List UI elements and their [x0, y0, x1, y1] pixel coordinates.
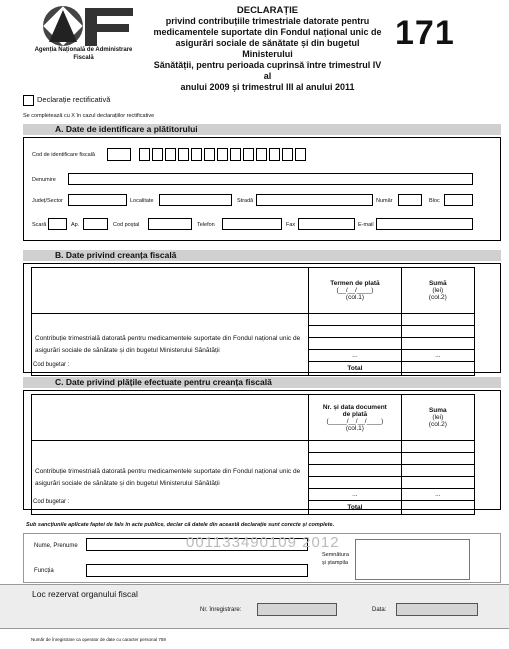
col1-header-line: (col.1)	[345, 424, 364, 432]
description-cell	[32, 441, 309, 515]
fiscal-office-title: Loc rezervat organului fiscal	[32, 589, 138, 599]
cif-digit-box[interactable]	[256, 148, 267, 161]
signature-box[interactable]	[355, 539, 470, 580]
dots-cell: ...	[401, 489, 474, 501]
cif-digit-box[interactable]	[282, 148, 293, 161]
cif-digit-box[interactable]	[243, 148, 254, 161]
cod-bugetar-label: Cod bugetar :	[33, 362, 70, 368]
section-c-table	[31, 394, 475, 515]
col2-header-line: (col.2)	[428, 421, 447, 428]
name-label: Nume, Prenume	[34, 543, 78, 549]
numar-field[interactable]	[398, 194, 422, 206]
col2-header	[401, 268, 474, 314]
dots-cell: ...	[401, 350, 474, 362]
amount-cell[interactable]	[401, 465, 474, 477]
col2-header-line: Sumă	[428, 280, 447, 287]
description-header-cell	[32, 268, 309, 314]
section-c-title: C. Date privind plățile efectuate pentru creanța fiscală	[23, 377, 501, 388]
cif-digit-box[interactable]	[295, 148, 306, 161]
document-cell[interactable]	[309, 441, 402, 453]
description-header-cell	[32, 395, 309, 441]
signature-label-line: și ștampila	[322, 560, 348, 566]
function-label: Funcția	[34, 568, 54, 574]
col2-header-line: (lei)	[432, 287, 444, 294]
ap-label: Ap.	[71, 222, 80, 228]
cod-bugetar-label: Cod bugetar :	[33, 499, 70, 505]
title-line: Sănătății, pentru perioada cuprinsă între trimestrul IV al	[153, 60, 382, 81]
total-cell[interactable]	[401, 501, 474, 515]
col1-header-line: Nr. și data document	[322, 403, 387, 411]
judet-label: Județ/Sector	[32, 198, 63, 204]
col2-header-line: (lei)	[432, 414, 444, 421]
dots-cell: ...	[309, 350, 401, 362]
localitate-label: Localitate	[130, 198, 154, 204]
date-field[interactable]	[396, 603, 478, 616]
fax-field[interactable]	[298, 218, 355, 230]
email-label: E-mail	[358, 222, 374, 228]
cif-digit-box[interactable]	[191, 148, 202, 161]
registration-label: Nr. înregistrare:	[200, 607, 242, 613]
col1-header-line: (_____/__/__/____)	[326, 417, 384, 425]
cif-digit-box[interactable]	[269, 148, 280, 161]
strada-label: Stradă	[237, 198, 254, 204]
title-line: privind contribuțiile trimestriale datorate pentru	[165, 16, 370, 26]
email-field[interactable]	[376, 218, 473, 230]
telefon-field[interactable]	[222, 218, 282, 230]
document-cell[interactable]	[309, 477, 402, 489]
rectification-label: Declarație rectificativă	[37, 95, 111, 104]
amount-cell[interactable]	[401, 477, 474, 489]
barcode-number: 001133490109 2012	[186, 534, 340, 551]
cif-label: Cod de identificare fiscală	[32, 152, 95, 158]
signature-label	[322, 551, 349, 567]
dots-cell: ...	[309, 489, 402, 501]
cif-digit-box[interactable]	[139, 148, 150, 161]
form-number: 171	[395, 14, 455, 52]
amount-cell[interactable]	[401, 453, 474, 465]
footer-note: Număr de înregistrare ca operator de date cu caracter personal 759	[31, 637, 166, 642]
registration-field[interactable]	[257, 603, 337, 616]
document-cell[interactable]	[309, 465, 402, 477]
section-a-title: A. Date de identificare a plătitorului	[23, 124, 501, 135]
declaration-statement: Sub sancțiunile aplicate faptei de fals în acte publice, declar că datele din această declarație sunt corecte și complete.	[26, 522, 335, 528]
cif-digit-box[interactable]	[178, 148, 189, 161]
denumire-label: Denumire	[32, 177, 56, 183]
cod-postal-field[interactable]	[148, 218, 192, 230]
strada-field[interactable]	[256, 194, 373, 206]
amount-cell[interactable]	[401, 338, 474, 350]
cif-digit-box[interactable]	[165, 148, 176, 161]
rectification-checkbox[interactable]	[23, 95, 34, 106]
amount-cell[interactable]	[401, 326, 474, 338]
fax-label: Fax	[286, 222, 296, 228]
numar-label: Număr	[376, 198, 393, 204]
scara-label: Scară	[32, 222, 47, 228]
signature-label-line: Semnătura	[322, 552, 349, 558]
amount-cell[interactable]	[401, 441, 474, 453]
cod-postal-label: Cod poștal	[113, 222, 140, 228]
col2-header-line: Suma	[428, 407, 447, 414]
date-label: Data:	[372, 607, 387, 613]
title-line: medicamentele suportate din Fondul național unic de	[153, 27, 382, 37]
localitate-field[interactable]	[159, 194, 232, 206]
term-cell[interactable]	[309, 314, 401, 326]
title-line: asigurări sociale de sănătate și din bugetul Ministerului	[175, 38, 360, 59]
cif-digit-box[interactable]	[230, 148, 241, 161]
telefon-label: Telefon	[197, 222, 215, 228]
cif-digit-box[interactable]	[152, 148, 163, 161]
bloc-field[interactable]	[444, 194, 473, 206]
section-b-table	[31, 267, 475, 376]
total-label: Total	[309, 362, 401, 376]
total-cell[interactable]	[401, 362, 474, 376]
col2-header	[401, 395, 474, 441]
denumire-field[interactable]	[68, 173, 473, 185]
col2-header-line: (col.2)	[428, 294, 447, 301]
term-cell[interactable]	[309, 326, 401, 338]
cif-prefix-box[interactable]	[107, 148, 131, 161]
rectification-note: Se completează cu X în cazul declarațiilor rectificative	[23, 113, 155, 119]
description-text: Contribuție trimestrială datorată pentru medicamentele suportate din Fondul național unic de asigurări sociale de sănătate și din bugetul Ministerului Sănătății	[35, 334, 301, 354]
total-label: Total	[309, 501, 402, 515]
description-cell	[32, 314, 309, 376]
function-field[interactable]	[86, 564, 308, 577]
cif-digit-box[interactable]	[217, 148, 228, 161]
col1-header-line: (__/__/____)	[336, 287, 374, 294]
bloc-label: Bloc	[429, 198, 440, 204]
cif-digit-box[interactable]	[204, 148, 215, 161]
title-line: DECLARAȚIE	[236, 5, 299, 16]
amount-cell[interactable]	[401, 314, 474, 326]
description-text: Contribuție trimestrială datorată pentru medicamentele suportate din Fondul național unic de asigurări sociale de sănătate și din bugetul Ministerului Sănătății	[35, 467, 301, 487]
col1-header	[309, 268, 401, 314]
agency-name: Agenția Națională de Administrare Fiscală	[34, 47, 133, 61]
section-b-title: B. Date privind creanța fiscală	[23, 250, 501, 261]
col1-header-line: de plată	[342, 410, 368, 418]
judet-field[interactable]	[68, 194, 127, 206]
col1-header	[309, 395, 402, 441]
col1-header-line: Termen de plată	[330, 280, 380, 287]
title-line: anului 2009 și trimestrul III al anului 2011	[180, 82, 355, 92]
document-cell[interactable]	[309, 453, 402, 465]
scara-field[interactable]	[48, 218, 67, 230]
col1-header-line: (col.1)	[345, 294, 364, 301]
term-cell[interactable]	[309, 338, 401, 350]
ap-field[interactable]	[83, 218, 108, 230]
form-title	[150, 5, 385, 93]
